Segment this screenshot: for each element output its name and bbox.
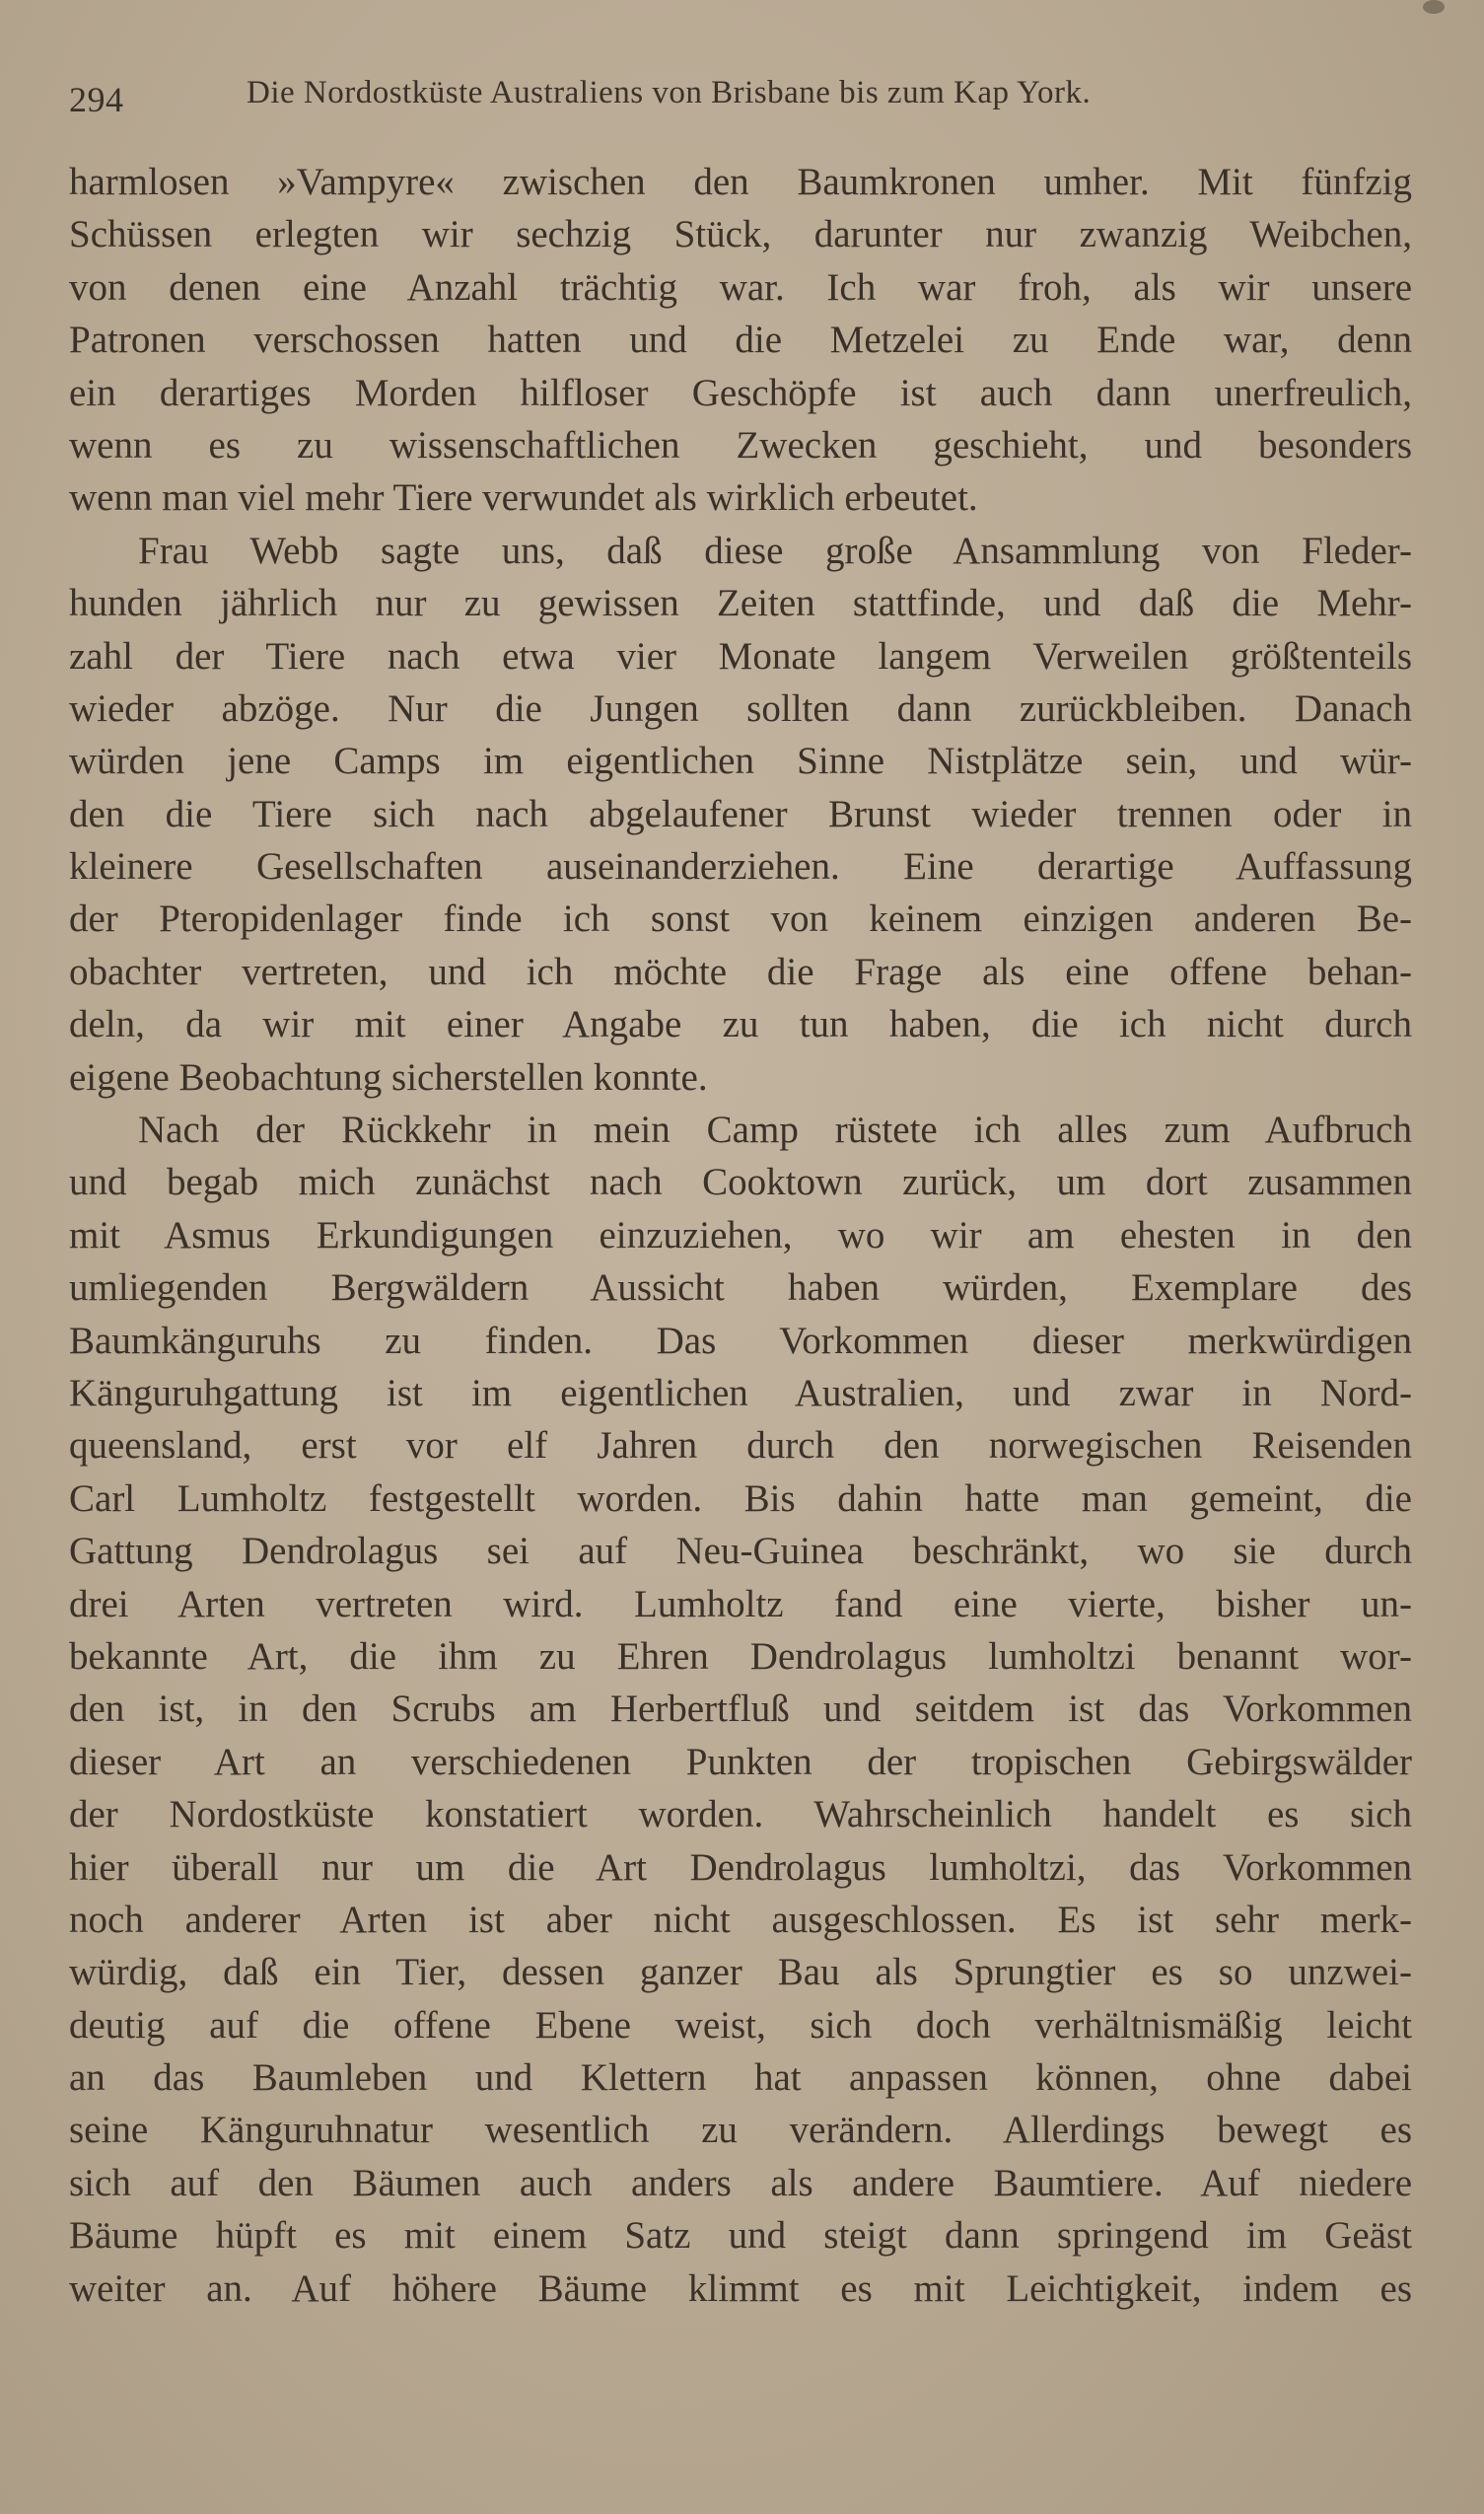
text-line: kleinere Gesellschaften auseinanderziehen. Eine derartige Auffassung [69,845,1412,889]
text-line: queensland, erst vor elf Jahren durch den norwegischen Reisenden [69,1424,1412,1468]
text-line: mit Asmus Erkundigungen einzuziehen, wo wir am ehesten in den [69,1213,1412,1257]
text-line: dieser Art an verschiedenen Punkten der tropischen Gebirgswälder [69,1740,1412,1783]
paper-speck [1423,0,1445,14]
text-line: wenn es zu wissenschaftlichen Zwecken geschieht, und besonders [69,423,1412,467]
text-line: Schüssen erlegten wir sechzig Stück, darunter nur zwanzig Weibchen, [69,213,1412,256]
text-line: harmlosen »Vampyre« zwischen den Baumkronen umher. Mit fünfzig [69,161,1412,203]
text-line: den die Tiere sich nach abgelaufener Brunst wieder trennen oder in [69,792,1412,835]
text-line: seine Känguruhnatur wesentlich zu verändern. Allerdings bewegt es [69,2109,1412,2152]
text-line: der Pteropidenlager finde ich sonst von keinem einzigen anderen Be- [69,898,1412,941]
text-line: bekannte Art, die ihm zu Ehren Dendrolagus lumholtzi benannt wor- [69,1634,1412,1678]
text-line: und begab mich zunächst nach Cooktown zurück, um dort zusammen [69,1161,1412,1204]
running-title: Die Nordostküste Australiens von Brisbane bis zum Kap York. [247,75,1092,110]
text-line: wenn man viel mehr Tiere verwundet als wirklich erbeutet. [69,476,978,520]
text-line: ein derartiges Morden hilfloser Geschöpfe ist auch dann unerfreulich, [69,371,1412,414]
text-line: hunden jährlich nur zu gewissen Zeiten stattfinde, und daß die Mehr- [69,582,1412,625]
text-line: zahl der Tiere nach etwa vier Monate langem Verweilen größtenteils [69,634,1412,678]
text-line: deutig auf die offene Ebene weist, sich doch verhältnismäßig leicht [69,2003,1412,2047]
body-text [69,156,1412,2315]
page-header [69,71,1420,120]
text-line: würden jene Camps im eigentlichen Sinne Nistplätze sein, und wür- [69,740,1412,783]
text-line: deln, da wir mit einer Angabe zu tun haben, die ich nicht durch [69,1003,1412,1046]
text-line: Frau Webb sagte uns, daß diese große Ansammlung von Fleder- [138,529,1412,572]
text-line: drei Arten vertreten wird. Lumholtz fand eine vierte, bisher un- [69,1582,1412,1625]
text-line: Carl Lumholtz festgestellt worden. Bis dahin hatte man gemeint, die [69,1476,1412,1520]
text-line: weiter an. Auf höhere Bäume klimmt es mit Leichtigkeit, indem es [69,2266,1412,2310]
text-line: der Nordostküste konstatiert worden. Wahrscheinlich handelt es sich [69,1793,1412,1836]
text-line: von denen eine Anzahl trächtig war. Ich war froh, als wir unsere [69,265,1412,309]
text-line: den ist, in den Scrubs am Herbertfluß und seitdem ist das Vorkommen [69,1688,1412,1731]
page-number: 294 [69,80,124,119]
text-line: Bäume hüpft es mit einem Satz und steigt dann springend im Geäst [69,2214,1412,2258]
text-line: Känguruhgattung ist im eigentlichen Australien, und zwar in Nord- [69,1371,1412,1414]
text-line: sich auf den Bäumen auch anders als andere Baumtiere. Auf niedere [69,2161,1412,2204]
text-line: Nach der Rückkehr in mein Camp rüstete ich alles zum Aufbruch [138,1109,1412,1152]
text-line: Baumkänguruhs zu finden. Das Vorkommen dieser merkwürdigen [69,1319,1412,1362]
text-line: an das Baumleben und Klettern hat anpassen können, ohne dabei [69,2056,1412,2100]
text-line: würdig, daß ein Tier, dessen ganzer Bau als Sprungtier es so unzwei- [69,1951,1412,1994]
text-line: eigene Beobachtung sicherstellen konnte. [69,1055,708,1099]
text-line: hier überall nur um die Art Dendrolagus lumholtzi, das Vorkommen [69,1845,1412,1889]
text-line: obachter vertreten, und ich möchte die Frage als eine offene behan- [69,950,1412,993]
text-line: umliegenden Bergwäldern Aussicht haben würden, Exemplare des [69,1266,1412,1310]
text-line: Gattung Dendrolagus sei auf Neu-Guinea beschränkt, wo sie durch [69,1530,1412,1573]
text-line: noch anderer Arten ist aber nicht ausgeschlossen. Es ist sehr merk- [69,1898,1412,1941]
text-line: Patronen verschossen hatten und die Metzelei zu Ende war, denn [69,319,1412,362]
text-line: wieder abzöge. Nur die Jungen sollten dann zurückbleiben. Danach [69,686,1412,730]
